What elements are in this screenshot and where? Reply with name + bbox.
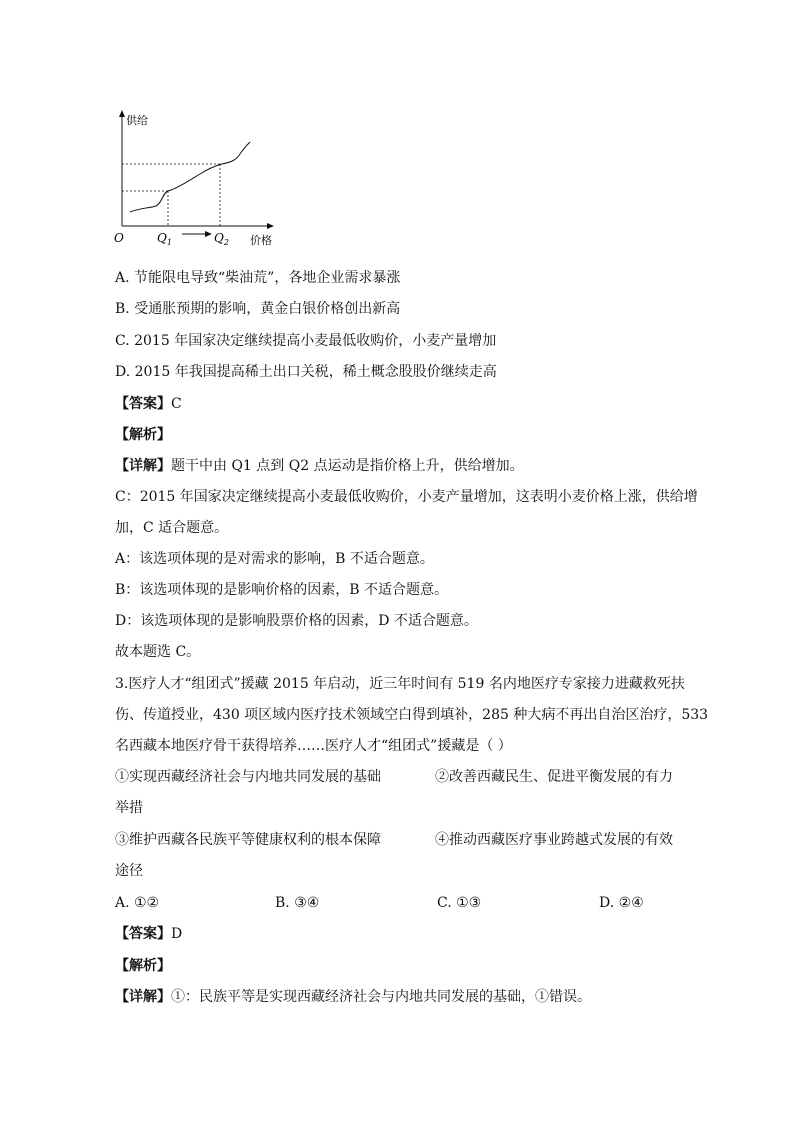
answer-tag: 【答案】 bbox=[115, 926, 171, 942]
q2-option-c: C. 2015 年国家决定继续提高小麦最低收购价，小麦产量增加 bbox=[115, 333, 497, 349]
q3-item-3: ③维护西藏各民族平等健康权利的根本保障 bbox=[115, 832, 381, 848]
y-axis-label: 供给 bbox=[126, 114, 148, 127]
detail-text: ①：民族平等是实现西藏经济社会与内地共同发展的基础，①错误。 bbox=[171, 989, 591, 1005]
q3-option-a: A. ①② bbox=[115, 895, 160, 911]
detail-tag: 【详解】 bbox=[115, 989, 171, 1005]
q3-stem-line: 3.医疗人才“组团式”援藏 2015 年启动，近三年时间有 519 名内地医疗专家接力进藏救死扶 bbox=[115, 676, 685, 692]
q2-detail bbox=[115, 456, 524, 476]
q3-item-2-cont: 举措 bbox=[115, 800, 143, 816]
q2-analysis-tag: 【解析】 bbox=[115, 427, 171, 443]
q-arrow-head bbox=[205, 231, 212, 237]
q3-option-c: C. ①③ bbox=[437, 895, 482, 911]
q3-option-d: D. ②④ bbox=[599, 895, 644, 911]
q2-answer bbox=[115, 394, 182, 414]
q2-explain-line: C：2015 年国家决定继续提高小麦最低收购价，小麦产量增加，这表明小麦价格上涨，供给增 bbox=[115, 489, 698, 505]
q3-item-1: ①实现西藏经济社会与内地共同发展的基础 bbox=[115, 769, 381, 785]
detail-tag: 【详解】 bbox=[115, 458, 171, 474]
answer-value: C bbox=[171, 396, 182, 412]
q2-label: $Q_2$ bbox=[214, 231, 229, 247]
q3-option-b: B. ③④ bbox=[275, 895, 320, 911]
q3-stem-line: 名西藏本地医疗骨干获得培养……医疗人才“组团式”援藏是（ ） bbox=[115, 738, 512, 754]
x-axis-arrow bbox=[267, 223, 274, 229]
q3-item-4: ④推动西藏医疗事业跨越式发展的有效 bbox=[435, 832, 673, 848]
answer-value: D bbox=[171, 926, 183, 942]
q2-option-a: A. 节能限电导致“柴油荒”，各地企业需求暴涨 bbox=[115, 270, 401, 286]
q3-item-2: ②改善西藏民生、促进平衡发展的有力 bbox=[435, 769, 673, 785]
q2-conclusion: 故本题选 C。 bbox=[115, 644, 201, 660]
q2-explain-line: D：该选项体现的是影响股票价格的因素，D 不适合题意。 bbox=[115, 613, 478, 629]
q2-option-d: D. 2015 年我国提高稀土出口关税，稀土概念股股价继续走高 bbox=[115, 364, 497, 380]
q3-item-4-cont: 途径 bbox=[115, 863, 143, 879]
supply-price-graph bbox=[110, 108, 280, 250]
x-axis-label: 价格 bbox=[250, 234, 272, 247]
detail-text: 题干中由 Q1 点到 Q2 点运动是指价格上升，供给增加。 bbox=[171, 458, 524, 474]
q2-explain-line: A：该选项体现的是对需求的影响，B 不适合题意。 bbox=[115, 551, 434, 567]
answer-tag: 【答案】 bbox=[115, 396, 171, 412]
q3-answer bbox=[115, 924, 182, 944]
q3-stem-line: 伤、传道授业，430 项区域内医疗技术领域空白得到填补，285 种大病不再出自治区治疗，533 bbox=[115, 707, 709, 723]
q2-explain-line: B：该选项体现的是影响价格的因素，B 不适合题意。 bbox=[115, 582, 449, 598]
supply-curve bbox=[130, 142, 250, 212]
y-axis-arrow bbox=[119, 110, 125, 117]
q3-detail bbox=[115, 987, 591, 1007]
q1-label: $Q_1$ bbox=[157, 231, 172, 247]
origin-label: O bbox=[114, 231, 124, 245]
q3-analysis-tag: 【解析】 bbox=[115, 958, 171, 974]
q2-explain-line: 加，C 适合题意。 bbox=[115, 520, 229, 536]
q2-option-b: B. 受通胀预期的影响，黄金白银价格创出新高 bbox=[115, 301, 401, 317]
